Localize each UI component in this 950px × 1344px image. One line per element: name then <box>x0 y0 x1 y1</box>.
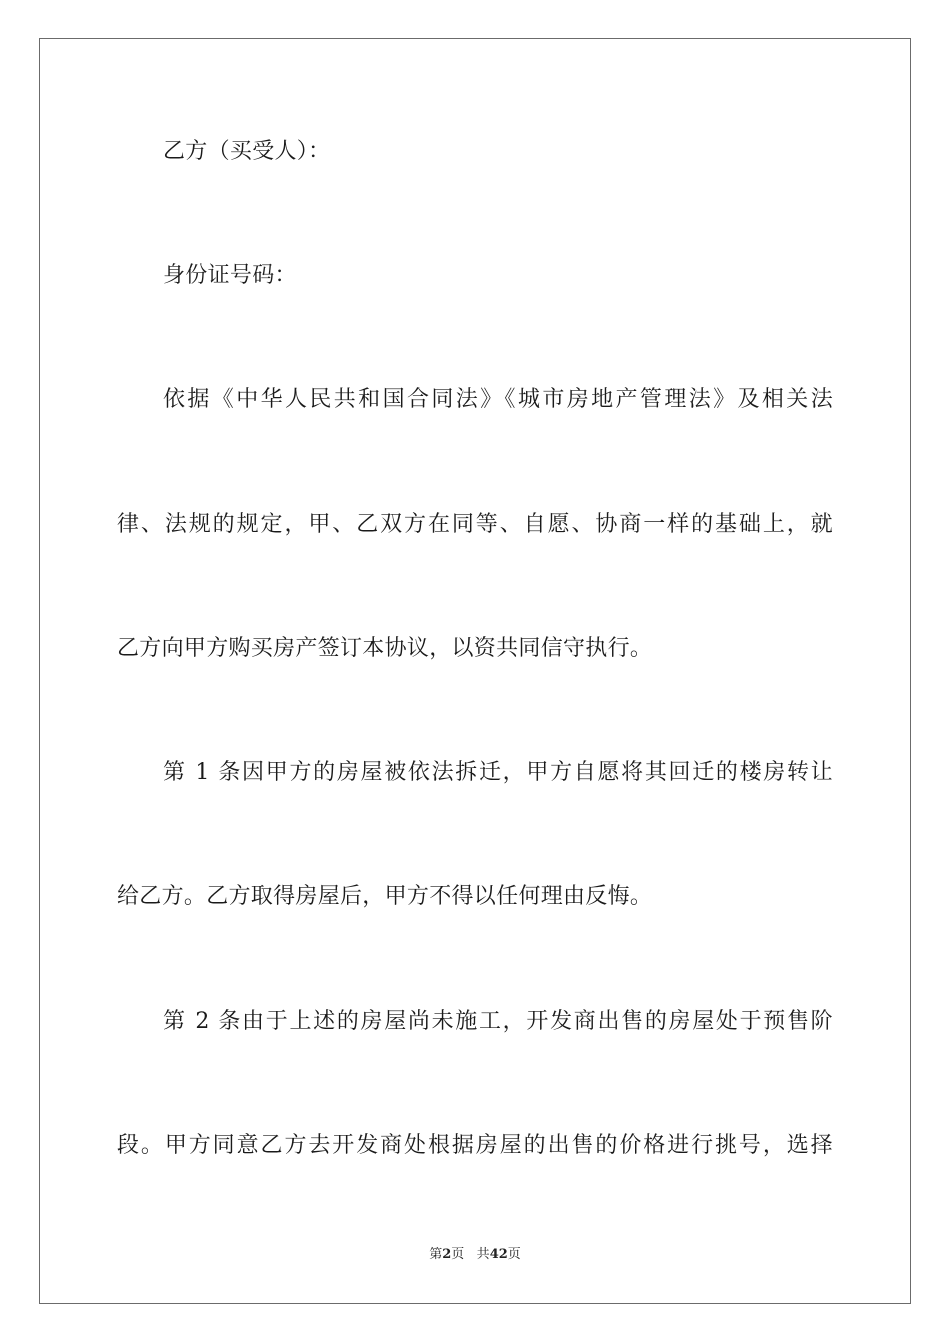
footer-page-prefix: 第 <box>429 1247 443 1262</box>
paragraph-line: 律、法规的规定，甲、乙双方在同等、自愿、协商一样的基础上，就 <box>117 512 833 537</box>
footer-total-suffix: 页 <box>507 1247 521 1262</box>
page-border <box>39 38 911 1304</box>
page-footer <box>0 1246 950 1264</box>
footer-page-number: 2 <box>442 1247 452 1262</box>
paragraph-line: 第 1 条因甲方的房屋被依法拆迁，甲方自愿将其回迁的楼房转让 <box>163 760 833 785</box>
footer-total-prefix: 共 <box>476 1247 490 1262</box>
paragraph-line: 依据《中华人民共和国合同法》《城市房地产管理法》及相关法 <box>163 387 833 412</box>
paragraph-line: 段。甲方同意乙方去开发商处根据房屋的出售的价格进行挑号，选择 <box>117 1133 833 1158</box>
id-number-label: 身份证号码： <box>163 263 297 288</box>
paragraph-line: 乙方向甲方购买房产签订本协议，以资共同信守执行。 <box>117 636 653 661</box>
buyer-label: 乙方（买受人）： <box>163 139 331 164</box>
paragraph-line: 第 2 条由于上述的房屋尚未施工，开发商出售的房屋处于预售阶 <box>163 1009 833 1034</box>
footer-page-suffix: 页 <box>451 1247 465 1262</box>
paragraph-line: 给乙方。乙方取得房屋后，甲方不得以任何理由反悔。 <box>117 884 653 909</box>
footer-total-pages: 42 <box>489 1247 508 1262</box>
